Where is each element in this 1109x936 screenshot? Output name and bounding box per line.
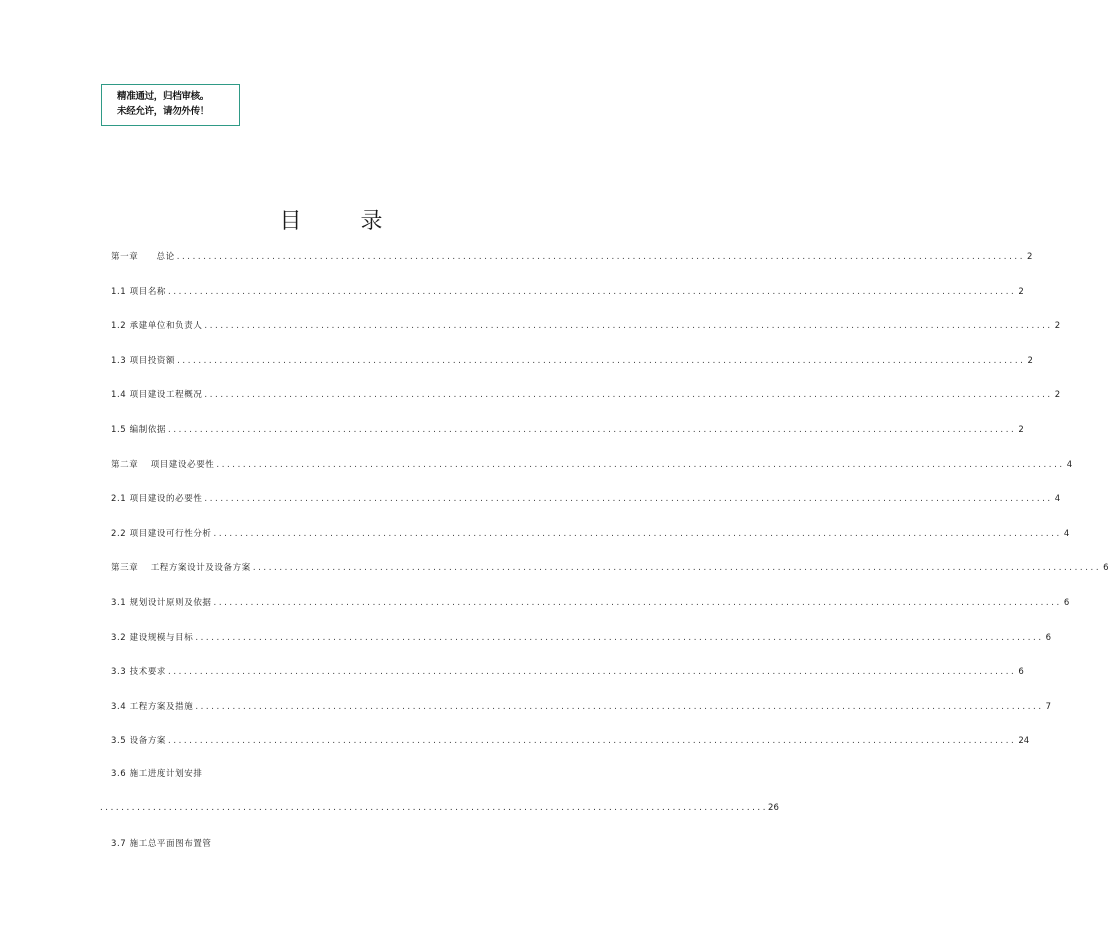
toc-entry-label: 第二章 项目建设必要性 (111, 459, 215, 470)
toc-entry-leader: ................................................................................................................................................................ (252, 563, 1102, 574)
toc-entry-page: 24 (1018, 736, 1030, 747)
toc-entry-label: 3.5 设备方案 (111, 736, 167, 747)
toc-entry-label: 1.4 项目建设工程概况 (111, 390, 203, 401)
toc-entry[interactable] (111, 490, 1061, 505)
toc-entry-label: 3.1 规划设计原则及依据 (111, 598, 212, 608)
toc-entry-label: 第一章 总论 (111, 252, 175, 262)
toc-entry-leader: ................................................................................................................................................................ (168, 425, 1017, 435)
toc-entry-page: 7 (1045, 701, 1052, 712)
toc-entry-label: 1.3 项目投资额 (111, 355, 176, 366)
stamp-line-1: 精准通过，归档审核。 (117, 91, 210, 102)
toc-entry-label: 第三章 工程方案设计及设备方案 (111, 563, 251, 574)
toc-entry-label[interactable]: 3.7 施工总平面图布置管 (111, 839, 212, 849)
toc-entry-page: 2 (1054, 321, 1061, 332)
toc-entry-leader: .............................................................................................................................. 26 (100, 803, 779, 813)
toc-entry-page: 6 (1103, 563, 1109, 574)
approval-stamp (101, 84, 240, 126)
toc-entry-leader: ................................................................................................................................................................ (213, 528, 1062, 539)
toc-entry[interactable] (111, 421, 1024, 435)
toc-entry-leader: ................................................................................................................................................................ (204, 390, 1053, 401)
toc-entry-leader: ................................................................................................................................................................ (176, 252, 1026, 262)
toc-entry-leader: ................................................................................................................................................................ (168, 667, 1017, 678)
toc-entry[interactable] (111, 317, 1061, 332)
toc-entry-page: 4 (1066, 459, 1073, 470)
toc-entry-page: 2 (1018, 286, 1024, 297)
toc-entry-label: 1.1 项目名称 (111, 286, 167, 297)
toc-entry[interactable] (111, 594, 1070, 608)
toc-entry[interactable] (111, 456, 1073, 470)
stamp-line-2: 未经允许，请勿外传！ (117, 106, 210, 117)
toc-entry-page: 6 (1063, 598, 1070, 608)
page-title: 目 录 (279, 209, 409, 234)
toc-entry-page: 2 (1027, 252, 1033, 262)
toc-entry-page: 26 (768, 803, 779, 813)
toc-entry-label: 3.2 建设规模与目标 (111, 632, 194, 643)
toc-entry[interactable] (111, 663, 1024, 678)
toc-entry-label: 1.5 编制依据 (111, 425, 167, 435)
toc-entry-page: 6 (1018, 667, 1024, 678)
toc-entry-page: 2 (1027, 355, 1033, 366)
toc-entry[interactable] (111, 248, 1033, 262)
toc-entry-page: 2 (1018, 425, 1024, 435)
toc-entry-leader: ................................................................................................................................................................ (195, 701, 1044, 712)
toc-entry-leader: ................................................................................................................................................................ (204, 494, 1053, 505)
toc-entry-label: 3.3 技术要求 (111, 667, 167, 678)
toc-entry-label: 2.1 项目建设的必要性 (111, 494, 203, 505)
toc-entry-leader: ................................................................................................................................................................ (216, 459, 1065, 470)
toc-entry-leader: ................................................................................................................................................................ (177, 355, 1026, 366)
toc-entry-label: 3.4 工程方案及措施 (111, 701, 194, 712)
toc-entry-leader: ................................................................................................................................................................ (204, 321, 1053, 332)
toc-entry-leader: ................................................................................................................................................................ (213, 598, 1062, 608)
toc-entry[interactable] (111, 352, 1033, 366)
toc-entry-page: 6 (1045, 632, 1052, 643)
toc-entry-page: 4 (1063, 528, 1070, 539)
toc-entry[interactable] (111, 386, 1061, 401)
toc-entry[interactable] (111, 283, 1024, 297)
toc-entry[interactable] (111, 559, 1109, 574)
toc-entry-leader: ................................................................................................................................................................ (168, 736, 1017, 747)
toc-entry[interactable] (111, 525, 1070, 539)
toc-entry[interactable] (111, 732, 1030, 747)
toc-entry-leader: ................................................................................................................................................................ (195, 632, 1044, 643)
toc-entry-label: 1.2 承建单位和负责人 (111, 321, 203, 332)
toc-entry[interactable] (111, 629, 1052, 643)
toc-entry-label[interactable]: 3.6 施工进度计划安排 (111, 769, 203, 779)
toc-entry-page: 4 (1054, 494, 1061, 505)
toc-entry[interactable] (111, 698, 1052, 712)
toc-entry-page: 2 (1054, 390, 1061, 401)
toc-entry-leader: ................................................................................................................................................................ (168, 286, 1017, 297)
toc-entry-label: 2.2 项目建设可行性分析 (111, 528, 212, 539)
